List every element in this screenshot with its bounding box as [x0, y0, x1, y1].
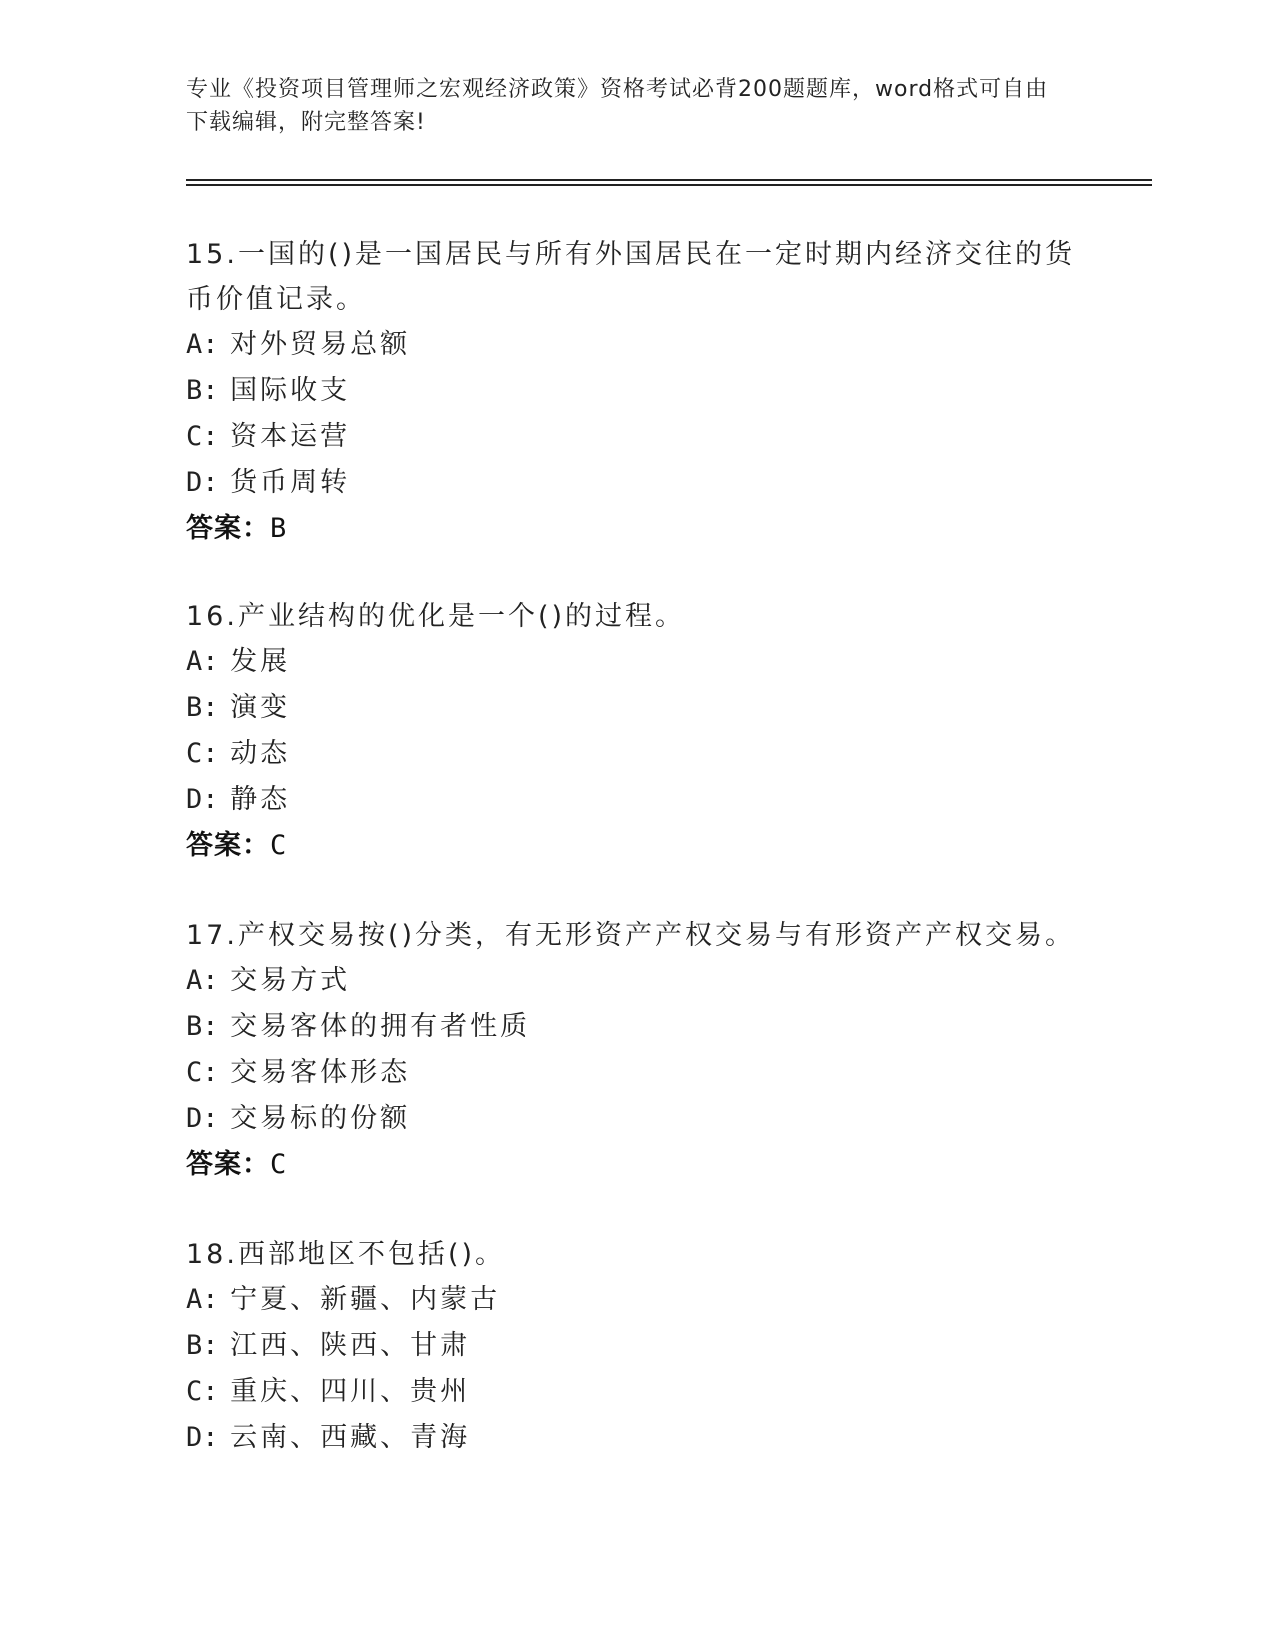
option-d: [186, 460, 1086, 506]
question-17: [186, 913, 1086, 1188]
option-key: C:: [186, 421, 219, 452]
option-a: [186, 639, 1086, 685]
answer-label: 答案：: [186, 830, 270, 861]
option-key: D:: [186, 1422, 219, 1453]
option-text: 静态: [230, 784, 291, 815]
document-title: 专业《投资项目管理师之宏观经济政策》资格考试必背200题题库，word格式可自由下载编辑，附完整答案!: [186, 77, 1049, 135]
option-d: [186, 1415, 1086, 1461]
option-text: 交易方式: [230, 965, 351, 996]
option-text: 江西、陕西、甘肃: [230, 1330, 471, 1361]
title-divider-top: [186, 179, 1152, 181]
question-15: [186, 232, 1086, 552]
option-key: D:: [186, 784, 219, 815]
option-key: B:: [186, 1011, 219, 1042]
title-divider-bottom: [186, 184, 1152, 186]
option-a: [186, 322, 1086, 368]
option-c: [186, 414, 1086, 460]
option-c: [186, 731, 1086, 777]
option-text: 交易标的份额: [230, 1103, 411, 1134]
option-text: 动态: [230, 738, 291, 769]
option-key: A:: [186, 1284, 219, 1315]
option-text: 资本运营: [230, 421, 351, 452]
question-stem: 17.产权交易按()分类，有无形资产产权交易与有形资产产权交易。: [186, 920, 1076, 951]
question-stem: 16.产业结构的优化是一个()的过程。: [186, 601, 686, 632]
option-text: 交易客体的拥有者性质: [230, 1011, 531, 1042]
option-key: C:: [186, 1376, 219, 1407]
option-c: [186, 1050, 1086, 1096]
answer-line: [186, 823, 1086, 869]
option-key: C:: [186, 1057, 219, 1088]
option-key: C:: [186, 738, 219, 769]
option-key: B:: [186, 692, 219, 723]
option-text: 货币周转: [230, 467, 351, 498]
option-key: A:: [186, 646, 219, 677]
option-key: D:: [186, 1103, 219, 1134]
option-key: B:: [186, 375, 219, 406]
option-b: [186, 1323, 1086, 1369]
option-c: [186, 1369, 1086, 1415]
option-a: [186, 958, 1086, 1004]
option-text: 重庆、四川、贵州: [230, 1376, 471, 1407]
question-stem: 15.一国的()是一国居民与所有外国居民在一定时期内经济交往的货币价值记录。: [186, 239, 1076, 315]
option-b: [186, 368, 1086, 414]
option-key: B:: [186, 1330, 219, 1361]
answer-label: 答案：: [186, 513, 270, 544]
answer-line: [186, 506, 1086, 552]
answer-value: C: [270, 1149, 288, 1180]
option-a: [186, 1277, 1086, 1323]
option-d: [186, 777, 1086, 823]
question-18: [186, 1232, 1086, 1461]
option-key: D:: [186, 467, 219, 498]
option-key: A:: [186, 329, 219, 360]
option-text: 发展: [230, 646, 291, 677]
question-stem: 18.西部地区不包括()。: [186, 1239, 506, 1270]
answer-line: [186, 1142, 1086, 1188]
option-text: 交易客体形态: [230, 1057, 411, 1088]
option-text: 国际收支: [230, 375, 351, 406]
answer-value: B: [270, 513, 288, 544]
option-text: 对外贸易总额: [230, 329, 411, 360]
option-text: 宁夏、新疆、内蒙古: [230, 1284, 501, 1315]
answer-label: 答案：: [186, 1149, 270, 1180]
option-b: [186, 685, 1086, 731]
answer-value: C: [270, 830, 288, 861]
option-text: 演变: [230, 692, 291, 723]
option-d: [186, 1096, 1086, 1142]
option-key: A:: [186, 965, 219, 996]
option-b: [186, 1004, 1086, 1050]
question-16: [186, 594, 1086, 869]
option-text: 云南、西藏、青海: [230, 1422, 471, 1453]
